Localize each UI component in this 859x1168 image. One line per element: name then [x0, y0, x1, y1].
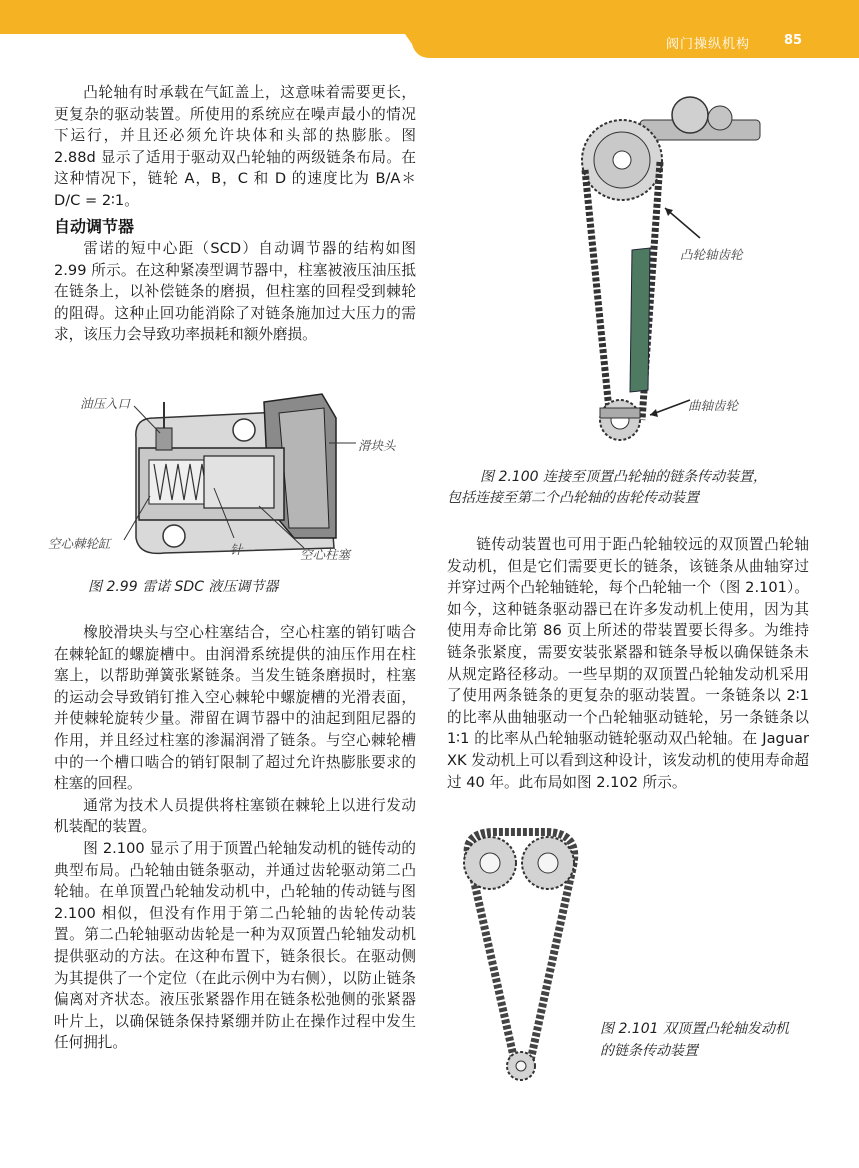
- figure-2-100-caption-line1: 图 2.100 连接至顶置凸轮轴的链条传动装置，: [480, 469, 767, 485]
- section-heading: 自动调节器: [54, 217, 135, 236]
- left-paragraph-2: 雷诺的短中心距（SCD）自动调节器的结构如图 2.99 所示。在这种紧凑型调节器中，柱塞被液压油压抵在链条上，以补偿链条的磨损，但柱塞的回程受到棘轮的阻碍。这种止回功能消除了对链条施加过大压力的需求，该压力会导致功率损耗和额外磨损。: [54, 240, 416, 344]
- page-header: [0, 0, 859, 58]
- figure-2-100-caption-line2: 包括连接至第二个凸轮轴的齿轮传动装置: [447, 490, 699, 506]
- ohc-chain-drive-diagram: [570, 90, 770, 455]
- label-camshaft-gear: 凸轮轴齿轮: [680, 247, 743, 262]
- figure-2-99-caption: 图 2.99 雷诺 SDC 液压调节器: [88, 579, 279, 595]
- chapter-title: 阀门操纵机构: [666, 37, 751, 52]
- right-paragraph-1: 链传动装置也可用于距凸轮轴较远的双顶置凸轮轴发动机，但是它们需要更长的链条，该链条从曲轴穿过并穿过两个凸轮轴链轮，每个凸轮轴一个（图 2.101）。如今，这种链条驱动器已在许多发动机上使用，因为其使用寿命比第 86 页上所述的带装置要长得多。为维持链条张紧度，需要安装张紧器和链条导板以确保链条未从规定路径移动。一些早期的双顶置凸轮轴发动机采用了使用两条链条的更复杂的驱动装置。一条链条以 2∶1 的比率从曲轴驱动一个凸轮轴驱动链轮，另一条链条以 1∶1 的比率从凸轮轴驱动链轮驱动双凸轮轴。在 Jaguar XK 发动机上可以看到这种设计，该发动机的使用寿命超过 40 年。此布局如图 2.102 所示。: [447, 536, 809, 791]
- left-paragraph-3: 橡胶滑块头与空心柱塞结合，空心柱塞的销钉啮合在棘轮缸的螺旋槽中。由润滑系统提供的油压作用在柱塞上，以帮助弹簧张紧链条。当发生链条磨损时，柱塞的运动会导致销钉推入空心棘轮中螺旋槽的光滑表面，并使棘轮旋转少量。滞留在调节器中的油起到阻尼器的作用，并且经过柱塞的渗漏润滑了链条。与空心棘轮槽中的一个槽口啮合的销钉限制了超过允许热膨胀要求的柱塞的回程。 通常为技术人员提供将柱塞锁在棘轮上以进行发动机装配的装置。 图 2.100 显示了用于顶置凸轮轴发动机的链传动的典型布局。凸轮轴由链条驱动，并通过齿轮驱动第二凸轮轴。在单顶置凸轮轴发动机中，凸轮轴的传动链与图 2.100 相似，但没有作用于第二凸轮轴的齿轮传动装置。第二凸轮轴驱动齿轮是一种为双顶置凸轮轴发动机提供驱动的方法。在这种布置下，链条很长。在驱动侧为其提供了一个定位（在此示例中为右侧），以防止链条偏离对齐状态。液压张紧器作用在链条松弛侧的张紧器叶片上，以确保链条保持紧绷并防止在操作过程中发生任何拥扎。: [54, 624, 416, 1052]
- left-paragraph-1: 凸轮轴有时承载在气缸盖上，这意味着需要更长，更复杂的驱动装置。所使用的系统应在噪声最小的情况下运行，并且还必须允许块体和头部的热膨胀。图 2.88d 显示了适用于驱动双凸轮轴的两级链条布局。在这种情况下，链轮 A，B，C 和 D 的速度比为 B/A＊D/C = 2∶1。: [54, 84, 416, 209]
- label-ratchet-cylinder: 空心棘轮缸: [48, 536, 111, 551]
- figure-2-99: [48, 388, 424, 568]
- dohc-chain-drive-diagram: [455, 828, 585, 1093]
- label-oil-inlet: 油压入口: [80, 396, 131, 411]
- label-pin: 针: [230, 542, 243, 557]
- label-slider-head: 滑块头: [358, 438, 396, 453]
- label-crankshaft-gear: 曲轴齿轮: [688, 398, 739, 413]
- figure-2-101: [455, 828, 585, 1093]
- page-number: 85: [784, 33, 803, 48]
- figure-2-101-caption-line2: 的链条传动装置: [600, 1043, 698, 1059]
- label-hollow-plunger: 空心柱塞: [300, 547, 351, 562]
- figure-2-101-caption-line1: 图 2.101 双顶置凸轮轴发动机: [600, 1021, 789, 1037]
- figure-2-100: [570, 90, 770, 455]
